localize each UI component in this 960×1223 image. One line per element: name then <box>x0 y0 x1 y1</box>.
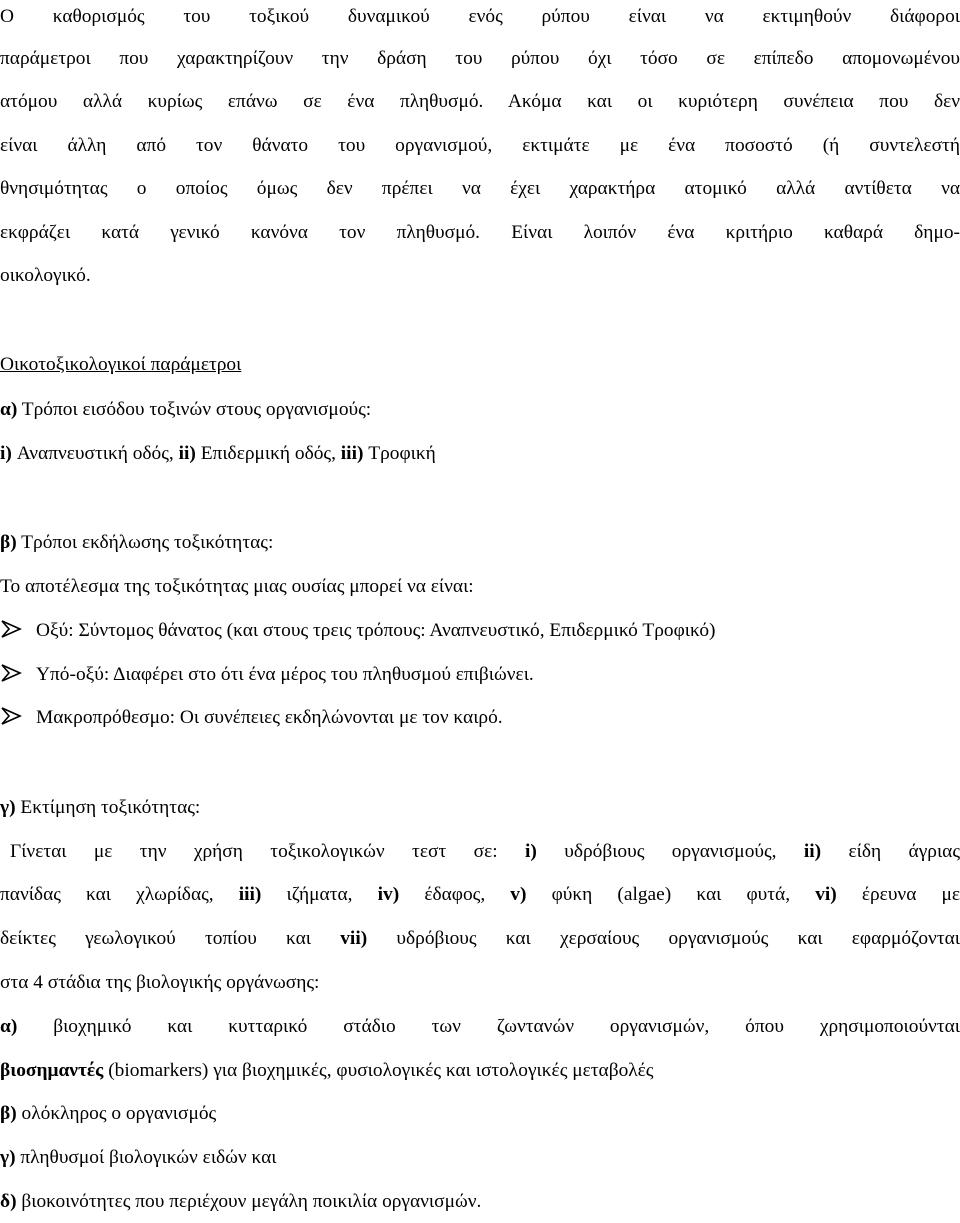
intro-line: θνησιμότητας ο οποίος όμως δεν πρέπει να έχει χαρακτήρα ατομικό αλλά αντίθετα να <box>0 178 960 199</box>
estimation-paragraph-line <box>0 881 960 909</box>
stage-line <box>0 1144 277 1172</box>
text-run: υδρόβιους και χερσαίους οργανισμούς και εφαρμόζονται <box>367 928 960 949</box>
item-label: α) <box>0 399 18 420</box>
bullet-text: Υπό-οξύ: Διαφέρει στο ότι ένα μέρος του πληθυσμού επιβιώνει. <box>36 664 534 685</box>
intro-line: είναι άλλη από τον θάνατο του οργανισμού, εκτιμάτε με ένα ποσοστό (ή συντελεστή <box>0 135 960 156</box>
text-run: ιζήματα, <box>261 884 378 905</box>
estimation-heading <box>0 794 200 822</box>
bullet-item <box>0 704 503 732</box>
manifestation-lead: Το αποτέλεσμα της τοξικότητας μιας ουσίας μπορεί να είναι: <box>0 576 474 597</box>
bullet-text: Οξύ: Σύντομος θάνατος (και στους τρεις τρόπους: Αναπνευστικό, Επιδερμικό Τροφικό) <box>36 620 716 641</box>
list-label: i) <box>524 841 537 862</box>
section-title: Οικοτοξικολογικοί παράμετροι <box>0 354 242 375</box>
stage-line <box>0 1188 481 1216</box>
list-label: ii) <box>803 841 822 862</box>
list-label: δ) <box>0 1191 17 1212</box>
item-label: β) <box>0 532 17 553</box>
list-label: iii) <box>238 884 262 905</box>
text-run: δείκτες γεωλογικού τοπίου και <box>0 928 341 949</box>
bold-term: βιοσημαντές <box>0 1060 104 1081</box>
bullet-text: Μακροπρόθεσμο: Οι συνέπειες εκδηλώνονται με τον καιρό. <box>36 707 503 728</box>
route-text-ii: Επιδερμική οδός, <box>195 443 341 464</box>
item-label: γ) <box>0 797 16 818</box>
estimation-paragraph-line: στα 4 στάδια της βιολογικής οργάνωσης: <box>0 972 320 993</box>
arrow-bullet-icon <box>0 707 22 725</box>
text-run: είδη άγριας <box>821 841 960 862</box>
list-label: γ) <box>0 1147 16 1168</box>
entry-routes-heading <box>0 396 371 424</box>
intro-line: ατόμου αλλά κυρίως επάνω σε ένα πληθυσμό. Ακόμα και οι κυριότερη συνέπεια που δεν <box>0 91 960 112</box>
item-text: Τρόποι εκδήλωσης τοξικότητας: <box>16 532 274 553</box>
routes-line <box>0 440 436 468</box>
stage-line <box>0 1013 960 1041</box>
text-run: φύκη (algae) και φυτά, <box>526 884 816 905</box>
bullet-item <box>0 617 716 645</box>
arrow-bullet-icon <box>0 620 22 638</box>
route-text-i: Αναπνευστική οδός, <box>11 443 179 464</box>
bullet-item <box>0 661 534 689</box>
text-run: έρευνα με <box>836 884 960 905</box>
text-run: υδρόβιους οργανισμούς, <box>536 841 804 862</box>
text-run: βιοχημικό και κυτταρικό στάδιο των ζωντανών οργανισμών, όπου χρησιμοποιούνται <box>17 1016 960 1037</box>
list-label: α) <box>0 1016 18 1037</box>
arrow-bullet-icon <box>0 664 22 682</box>
route-label-ii: ii) <box>178 443 196 464</box>
list-label: vii) <box>340 928 368 949</box>
route-label-iii: iii) <box>340 443 364 464</box>
route-label-i: i) <box>0 443 12 464</box>
stage-line <box>0 1057 654 1085</box>
route-text-iii: Τροφική <box>363 443 436 464</box>
intro-line: οικολογικό. <box>0 265 91 286</box>
list-label: iv) <box>377 884 400 905</box>
estimation-paragraph-line <box>0 925 960 953</box>
text-run: βιοκοινότητες που περιέχουν μεγάλη ποικιλία οργανισμών. <box>16 1191 482 1212</box>
list-label: vi) <box>815 884 837 905</box>
list-label: β) <box>0 1103 17 1124</box>
text-run: (biomarkers) για βιοχημικές, φυσιολογικές και ιστολογικές μεταβολές <box>103 1060 654 1081</box>
intro-line: παράμετροι που χαρακτηρίζουν την δράση του ρύπου όχι τόσο σε επίπεδο απομονωμένου <box>0 48 960 69</box>
stage-line <box>0 1100 216 1128</box>
estimation-paragraph-line <box>10 838 960 866</box>
intro-line: Ο καθορισμός του τοξικού δυναμικού ενός ρύπου είναι να εκτιμηθούν διάφοροι <box>0 6 960 27</box>
text-run: πληθυσμοί βιολογικών ειδών και <box>15 1147 277 1168</box>
text-run: ολόκληρος ο οργανισμός <box>16 1103 217 1124</box>
item-text: Εκτίμηση τοξικότητας: <box>15 797 201 818</box>
text-run: έδαφος, <box>399 884 511 905</box>
intro-line: εκφράζει κατά γενικό κανόνα τον πληθυσμό. Είναι λοιπόν ένα κριτήριο καθαρά δημο- <box>0 222 960 243</box>
item-text: Τρόποι εισόδου τοξινών στους οργανισμούς: <box>17 399 372 420</box>
manifestation-heading <box>0 529 273 557</box>
list-label: v) <box>510 884 527 905</box>
text-run: Γίνεται με την χρήση τοξικολογικών τεστ σε: <box>10 841 525 862</box>
text-run: πανίδας και χλωρίδας, <box>0 884 239 905</box>
